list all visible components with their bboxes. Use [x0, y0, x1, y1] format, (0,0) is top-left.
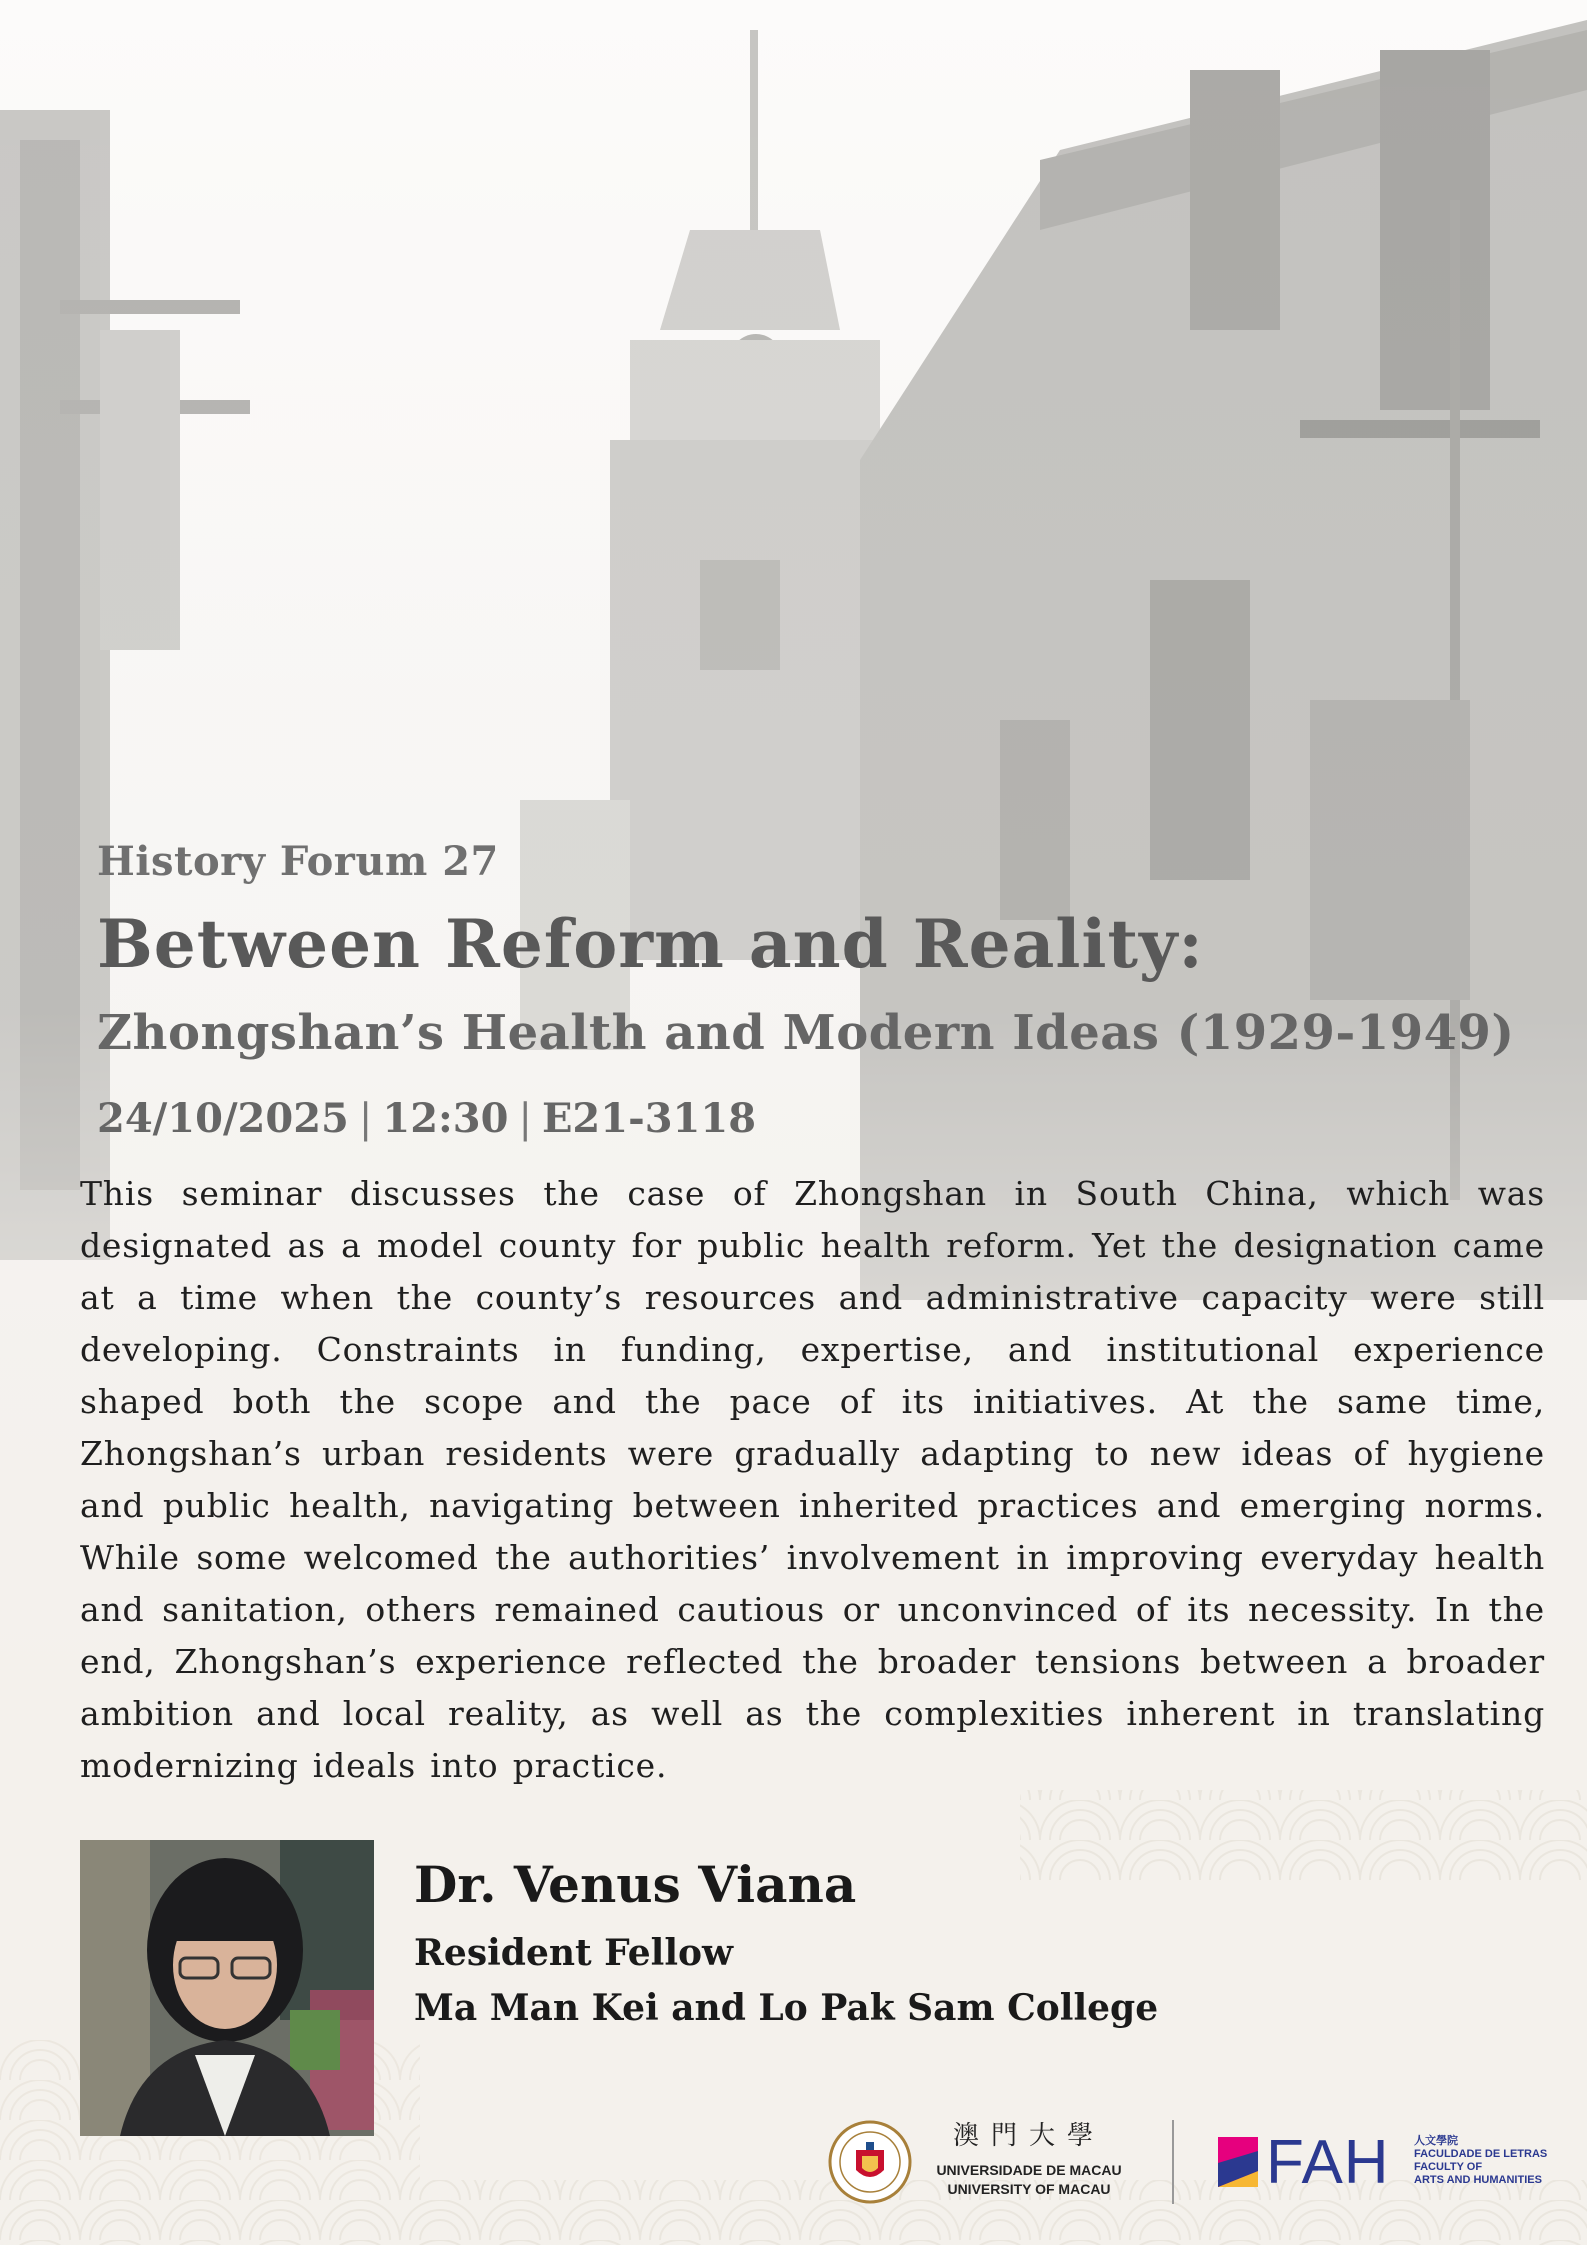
fah-letters: FAH: [1266, 2128, 1390, 2197]
event-details: [97, 1095, 756, 1142]
event-time: 12:30: [382, 1095, 509, 1142]
um-portuguese-name: UNIVERSIDADE DE MACAU: [936, 2162, 1122, 2178]
forum-series-label: History Forum 27: [97, 838, 499, 885]
um-english-name: UNIVERSITY OF MACAU: [947, 2181, 1111, 2197]
fah-faculty-names: [1414, 2135, 1547, 2187]
speaker-name: Dr. Venus Viana: [414, 1855, 857, 1914]
details-separator: |: [518, 1096, 532, 1142]
speaker-photo: [80, 1840, 374, 2136]
speaker-organization: Ma Man Kei and Lo Pak Sam College: [414, 1987, 1159, 2029]
university-of-macau-logo: [828, 2120, 1128, 2206]
event-date: 24/10/2025: [97, 1095, 349, 1142]
seminar-abstract: This seminar discusses the case of Zhongshan in South China, which was designated as a model county for public health reform. Yet the designation came at a time when the county’s resources and administrative capacity were still developing. Constraints in funding, expertise, and institutional experience shaped both the scope and the pace of its initiatives. At the same time, Zhongshan’s urban residents were gradually adapting to new ideas of hygiene and public health, navigating between inherited practices and emerging norms. While some welcomed the authorities’ involvement in improving everyday health and sanitation, others remained cautious or unconvinced of its necessity. In the end, Zhongshan’s experience reflected the broader tensions between a broader ambition and local reality, as well as the complexities inherent in translating modernizing ideals into practice.: [80, 1174, 1545, 1785]
logo-divider: [1172, 2120, 1174, 2204]
event-title: Between Reform and Reality:: [97, 905, 1204, 983]
fah-portuguese-name: FACULDADE DE LETRAS: [1414, 2148, 1548, 2160]
fah-english-line2: ARTS AND HUMANITIES: [1414, 2174, 1542, 2186]
um-seal-icon: [828, 2120, 912, 2204]
event-venue: E21-3118: [541, 1095, 757, 1142]
event-subtitle: Zhongshan’s Health and Modern Ideas (1929-1949): [97, 1005, 1515, 1061]
fah-mark-icon: [1218, 2137, 1258, 2187]
um-chinese-name: 澳門大學: [952, 2121, 1105, 2151]
fah-logo: [1218, 2128, 1558, 2197]
fah-english-line1: FACULTY OF: [1414, 2161, 1483, 2173]
fah-chinese-name: 人文學院: [1414, 2135, 1458, 2147]
speaker-role: Resident Fellow: [414, 1932, 734, 1974]
details-separator: |: [358, 1096, 373, 1142]
